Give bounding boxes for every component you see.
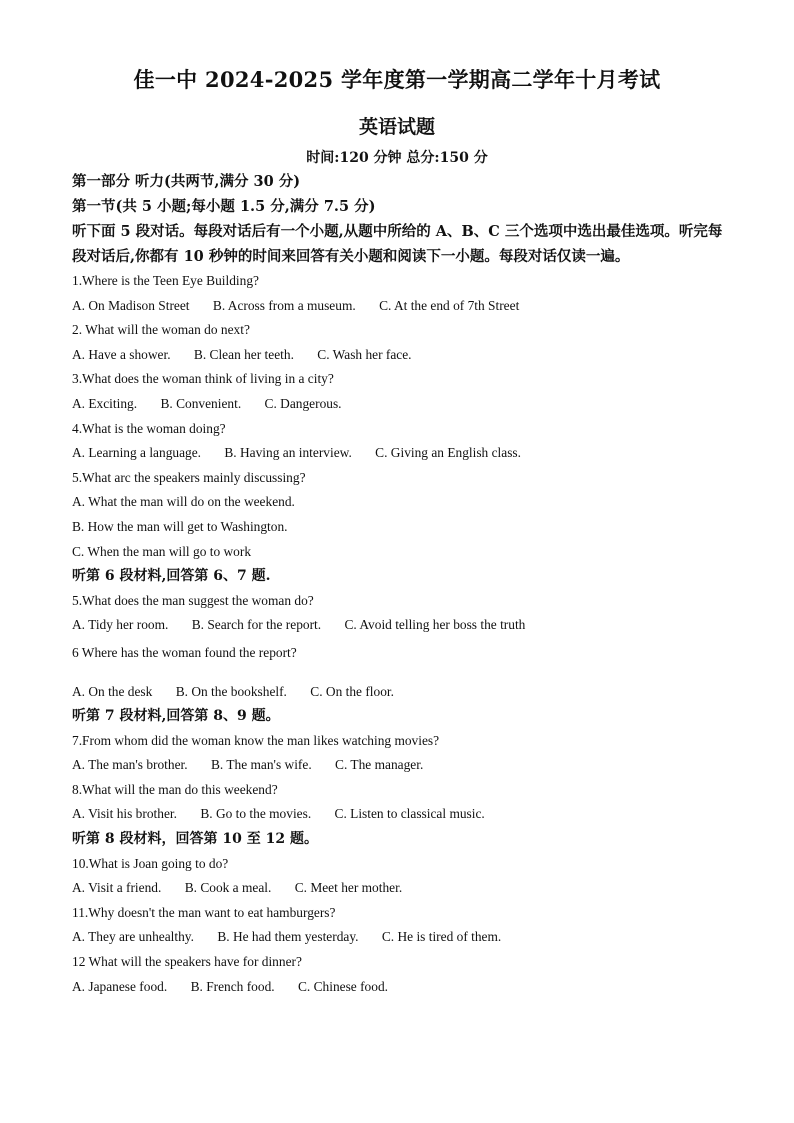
option-b: B. Convenient.: [160, 395, 242, 411]
option-a: A. What the man will do on the weekend.: [72, 494, 295, 510]
option-b: B. Cook a meal.: [184, 880, 272, 896]
exam-subject: 英语试题: [358, 116, 435, 138]
options-row: [72, 441, 722, 466]
option-b: B. How the man will get to Washington.: [72, 518, 288, 534]
options-row: [72, 680, 722, 705]
exam-body: [72, 170, 722, 999]
options-row: [72, 876, 722, 901]
option-c: C. He is tired of them.: [381, 929, 502, 945]
option-a: A. Exciting.: [72, 395, 138, 411]
question-block-8c: [72, 950, 722, 999]
group6-heading: 听第 6 段材料,回答第 6、7 题.: [72, 568, 271, 585]
option-b: B. Clean her teeth.: [193, 346, 294, 362]
options-row: [72, 925, 722, 950]
options-row: [72, 392, 722, 417]
listening-instructions: 听下面 5 段对话。每段对话后有一个小题,从题中所给的 A、B、C 三个选项中选出最佳选项。听完每段对话后,你都有 10 秒钟的时间来回答有关小题和阅读下一小题。每段对话仅读一遍。: [72, 223, 723, 265]
option-c: C. Meet her mother.: [294, 880, 403, 896]
question-text: 2. What will the woman do next?: [72, 322, 250, 338]
option-a: A. Japanese food.: [72, 978, 168, 994]
options-row: [72, 294, 722, 319]
option-a: A. The man's brother.: [72, 757, 188, 773]
question-block-6b: [72, 641, 722, 704]
option-c: C. Avoid telling her boss the truth: [344, 617, 526, 633]
question-text: 6 Where has the woman found the report?: [72, 644, 297, 660]
options-row: [72, 753, 722, 778]
option-b: B. Search for the report.: [191, 617, 322, 633]
option-a: A. Have a shower.: [72, 346, 171, 362]
exam-title: 佳一中 2024-2025 学年度第一学期高二学年十月考试: [133, 67, 661, 92]
option-c: C. Dangerous.: [264, 395, 342, 411]
question-text: 1.Where is the Teen Eye Building?: [72, 273, 259, 288]
option-b: B. Having an interview.: [224, 445, 352, 461]
question-text: 3.What does the woman think of living in a city?: [72, 371, 334, 387]
option-b: B. On the bookshelf.: [175, 683, 287, 699]
option-b: B. Across from a museum.: [212, 297, 356, 313]
question-text: 8.What will the man do this weekend?: [72, 781, 278, 797]
option-c: C. Wash her face.: [317, 346, 412, 362]
question-block-7b: [72, 778, 722, 827]
option-b: B. Go to the movies.: [200, 806, 312, 822]
option-a: A. Tidy her room.: [72, 617, 169, 633]
option-c: C. Chinese food.: [297, 978, 388, 994]
options-row: [72, 802, 722, 827]
question-block-2: [72, 318, 722, 367]
option-a: A. They are unhealthy.: [72, 929, 194, 945]
group7-heading: 听第 7 段材料,回答第 8、9 题。: [72, 708, 280, 725]
option-b: B. French food.: [190, 978, 275, 994]
question-text: 11.Why doesn't the man want to eat hamburgers?: [72, 904, 336, 920]
option-c: C. Listen to classical music.: [334, 806, 485, 822]
options-row: [72, 975, 722, 1000]
option-a: A. Visit a friend.: [72, 880, 162, 896]
options-row: [72, 613, 722, 638]
question-block-1: [72, 269, 722, 318]
question-block-3: [72, 367, 722, 416]
question-block-5: [72, 466, 722, 564]
option-c: C. Giving an English class.: [375, 445, 521, 461]
exam-time-score: 时间:120 分钟 总分:150 分: [306, 150, 488, 166]
option-b: B. The man's wife.: [210, 757, 312, 773]
question-text: 4.What is the woman doing?: [72, 420, 226, 436]
option-b: B. He had them yesterday.: [217, 929, 359, 945]
option-c: C. At the end of 7th Street: [379, 297, 520, 313]
part1-heading: 第一部分 听力(共两节,满分 30 分): [72, 173, 301, 190]
question-text: 10.What is Joan going to do?: [72, 855, 229, 871]
question-block-4: [72, 417, 722, 466]
question-text: 7.From whom did the woman know the man likes watching movies?: [72, 732, 440, 748]
option-c: C. On the floor.: [310, 683, 394, 699]
option-c: C. When the man will go to work: [72, 543, 252, 559]
option-a: A. Visit his brother.: [72, 806, 177, 822]
question-block-8b: [72, 901, 722, 950]
question-block-7a: [72, 729, 722, 778]
question-text: 12 What will the speakers have for dinner?: [72, 954, 302, 970]
question-text: 5.What does the man suggest the woman do?: [72, 592, 314, 608]
question-text: 5.What arc the speakers mainly discussing?: [72, 469, 306, 485]
option-a: A. Learning a language.: [72, 445, 202, 461]
option-a: A. On Madison Street: [72, 297, 190, 313]
group8-heading: 听第 8 段材料，回答第 10 至 12 题。: [72, 831, 318, 848]
question-block-6a: [72, 589, 722, 638]
question-block-8a: [72, 852, 722, 901]
section1-heading: 第一节(共 5 小题;每小题 1.5 分,满分 7.5 分): [72, 197, 376, 215]
option-c: C. The manager.: [335, 757, 424, 773]
options-row: [72, 343, 722, 368]
option-a: A. On the desk: [72, 683, 153, 699]
